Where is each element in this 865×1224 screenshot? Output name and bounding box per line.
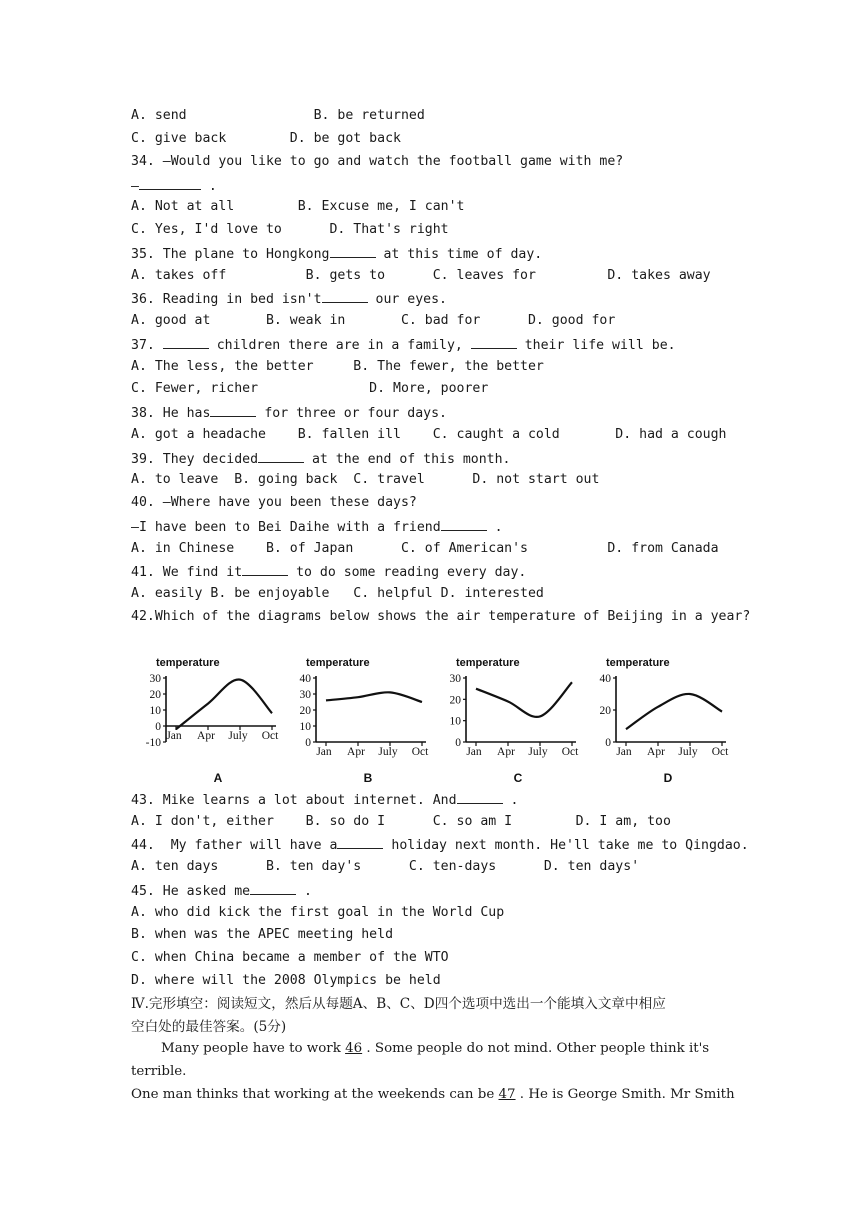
x-tick-label: July: [678, 746, 698, 758]
y-tick-label: 0: [155, 721, 161, 733]
temperature-series-line: [626, 694, 722, 729]
answer-blank[interactable]: [337, 836, 383, 849]
chart-d-svg: [586, 650, 736, 790]
q34-options-cd: C. Yes, I'd love to D. That's right: [131, 222, 449, 237]
chart-caption: D: [663, 771, 673, 785]
x-tick-label: Oct: [411, 746, 429, 758]
q42-stem: 42.Which of the diagrams below shows the air temperature of Beijing in a year?: [131, 609, 751, 624]
q40-options: A. in Chinese B. of Japan C. of American's D. from Canada: [131, 541, 719, 556]
stem-part: at the end of this month.: [304, 452, 511, 467]
q36-options: A. good at B. weak in C. bad for D. good for: [131, 313, 616, 328]
answer-blank[interactable]: [330, 245, 376, 258]
stem-part: 35. The plane to Hongkong: [131, 247, 330, 262]
stem-part: their life will be.: [516, 338, 676, 353]
chart-c: [436, 650, 586, 794]
y-tick-label: 20: [299, 705, 311, 717]
chart-caption: A: [213, 771, 223, 785]
y-tick-label: 10: [299, 721, 311, 733]
stem-part: 36. Reading in bed isn't: [131, 292, 322, 307]
q45-option-d: D. where will the 2008 Olympics be held: [131, 973, 441, 988]
stem-part: 39. They decided: [131, 452, 259, 467]
q45-option-b: B. when was the APEC meeting held: [131, 927, 394, 942]
q41-options: A. easily B. be enjoyable C. helpful D. interested: [131, 586, 544, 601]
q37-options-ab: A. The less, the better B. The fewer, the better: [131, 359, 544, 374]
q40-stem: 40. —Where have you been these days?: [131, 495, 417, 510]
y-tick-label: 0: [605, 737, 611, 749]
blank-number-46: 46: [345, 1041, 363, 1056]
section-iv-heading-cont: 空白处的最佳答案。(5分): [131, 1019, 287, 1035]
answer-blank[interactable]: [139, 177, 201, 190]
q39-options: A. to leave B. going back C. travel D. not start out: [131, 472, 600, 487]
q39-stem: [131, 450, 510, 468]
stem-part: 45. He asked me: [131, 884, 251, 899]
x-tick-label: Apr: [197, 730, 215, 742]
q34-options-ab: A. Not at all B. Excuse me, I can't: [131, 199, 465, 214]
x-tick-label: Oct: [561, 746, 579, 758]
temperature-series-line: [476, 682, 572, 717]
section-iv-heading: Ⅳ.完形填空：阅读短文，然后从每题A、B、C、D四个选项中选出一个能填入文章中相应: [131, 996, 666, 1012]
chart-b: [286, 650, 436, 794]
answer-blank[interactable]: [471, 336, 517, 349]
y-tick-label: 30: [299, 689, 311, 701]
y-tick-label: 10: [449, 715, 461, 728]
x-tick-label: Jan: [316, 746, 332, 758]
stem-part: holiday next month. He'll take me to Qingdao.: [383, 838, 749, 853]
q41-stem: [131, 563, 526, 581]
chart-ylabel: temperature: [306, 657, 370, 669]
passage-text: One man thinks that working at the weekends can be: [131, 1087, 499, 1102]
y-tick-label: 30: [149, 673, 161, 685]
temperature-series-line: [176, 679, 272, 729]
stem-part: —I have been to Bei Daihe with a friend: [131, 520, 441, 535]
x-tick-label: July: [228, 730, 248, 742]
blank-number-47: 47: [498, 1087, 516, 1102]
stem-part: .: [486, 520, 503, 535]
stem-part: 43. Mike learns a lot about internet. And: [131, 793, 457, 808]
stem-part: children there are in a family,: [208, 338, 471, 353]
stem-part: to do some reading every day.: [288, 565, 527, 580]
y-tick-label: 40: [299, 673, 311, 685]
y-tick-label: 20: [149, 689, 161, 701]
chart-d: [586, 650, 736, 794]
chart-c-svg: [436, 650, 586, 790]
x-tick-label: Jan: [466, 746, 482, 758]
answer-blank[interactable]: [242, 563, 288, 576]
q33-options-cd: C. give back D. be got back: [131, 131, 401, 146]
x-tick-label: Jan: [616, 746, 632, 758]
stem-part: our eyes.: [367, 292, 447, 307]
y-tick-label: 30: [449, 673, 461, 685]
y-tick-label: 40: [599, 673, 611, 685]
x-tick-label: Oct: [711, 746, 729, 758]
passage-text: . He is George Smith. Mr Smith: [515, 1087, 735, 1102]
x-tick-label: Jan: [166, 730, 182, 742]
answer-blank[interactable]: [258, 450, 304, 463]
q36-stem: [131, 290, 447, 308]
stem-part: .: [296, 884, 312, 899]
y-tick-label: -10: [145, 737, 161, 749]
answer-blank[interactable]: [163, 336, 209, 349]
dash: —: [131, 179, 139, 194]
y-tick-label: 0: [455, 737, 461, 749]
passage-text: Many people have to work: [161, 1041, 346, 1056]
answer-blank[interactable]: [441, 518, 487, 531]
q34-stem: 34. —Would you like to go and watch the football game with me?: [131, 154, 624, 169]
stem-part: at this time of day.: [375, 247, 543, 262]
q33-options-ab: A. send B. be returned: [131, 108, 425, 123]
y-tick-label: 20: [599, 705, 611, 717]
y-tick-label: 0: [305, 737, 311, 749]
y-tick-label: 20: [449, 694, 461, 707]
passage-line-2: terrible.: [131, 1064, 187, 1079]
q37-options-cd: C. Fewer, richer D. More, poorer: [131, 381, 489, 396]
q44-options: A. ten days B. ten day's C. ten-days D. ten days': [131, 859, 640, 874]
temperature-series-line: [326, 692, 422, 702]
answer-blank[interactable]: [250, 882, 296, 895]
answer-blank[interactable]: [457, 791, 503, 804]
passage-text: . Some people do not mind. Other people think it's: [362, 1041, 710, 1056]
x-tick-label: Apr: [497, 746, 515, 758]
chart-a: [136, 650, 286, 794]
x-tick-label: Oct: [261, 730, 279, 742]
chart-caption: B: [363, 771, 373, 785]
chart-a-svg: [136, 650, 286, 790]
q35-options: A. takes off B. gets to C. leaves for D. takes away: [131, 268, 711, 283]
q45-option-a: A. who did kick the first goal in the World Cup: [131, 905, 505, 920]
q38-options: A. got a headache B. fallen ill C. caught a cold D. had a cough: [131, 427, 727, 442]
answer-blank[interactable]: [210, 404, 256, 417]
q43-options: A. I don't, either B. so do I C. so am I D. I am, too: [131, 814, 671, 829]
q44-stem: [131, 836, 749, 854]
q45-option-c: C. when China became a member of the WTO: [131, 950, 449, 965]
passage-line-1: [161, 1041, 709, 1057]
q38-stem: [131, 404, 447, 422]
stem-part: for three or four days.: [256, 406, 447, 421]
q35-stem: [131, 245, 542, 263]
x-tick-label: July: [378, 746, 398, 758]
chart-ylabel: temperature: [606, 657, 670, 669]
chart-caption: C: [513, 771, 523, 785]
q45-stem: [131, 882, 312, 900]
stem-part: 37.: [131, 338, 163, 353]
q43-stem: [131, 791, 518, 809]
stem-part: 38. He has: [131, 406, 211, 421]
chart-b-svg: [286, 650, 436, 790]
stem-part: 41. We find it: [131, 565, 243, 580]
x-tick-label: Apr: [347, 746, 365, 758]
answer-blank[interactable]: [322, 290, 368, 303]
stem-part: 44. My father will have a: [131, 838, 338, 853]
x-tick-label: Apr: [647, 746, 665, 758]
passage-line-3: [131, 1087, 735, 1103]
chart-ylabel: temperature: [156, 657, 220, 669]
x-tick-label: July: [528, 746, 548, 758]
q37-stem: [131, 336, 676, 354]
chart-ylabel: temperature: [456, 657, 520, 669]
y-tick-label: 10: [149, 705, 161, 717]
q34-answer-line: — .: [131, 179, 217, 194]
stem-part: .: [502, 793, 519, 808]
q40-answer-line: [131, 518, 503, 536]
